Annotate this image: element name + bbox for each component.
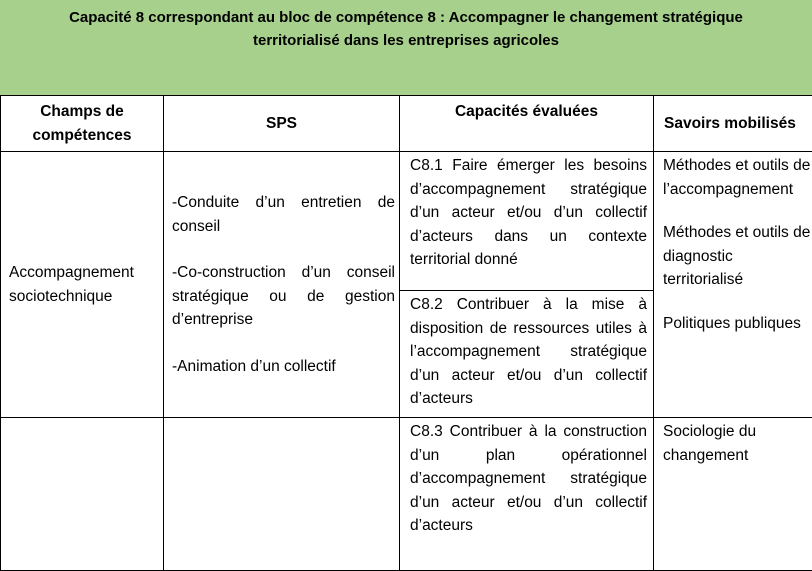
table-row	[1, 418, 812, 571]
sps-item: -Animation d’un collectif	[172, 355, 395, 379]
savoir-item: Sociologie du changement	[654, 418, 812, 571]
header-sps: SPS	[164, 96, 400, 152]
savoir-item: Méthodes et outils de l’accompagnement	[663, 154, 811, 201]
capacite-c8-2: C8.2 Contribuer à la mise à disposition de ressources utiles à l’accompagnement stratégique d’un acteur et/ou d’un collectif d’acteurs	[400, 291, 654, 418]
sps-item: -Co-construction d’un conseil stratégique ou de gestion d’entreprise	[172, 261, 395, 332]
sps-item: -Conduite d’un entretien de conseil	[172, 191, 395, 238]
savoir-item: Méthodes et outils de diagnostic territorialisé	[663, 221, 811, 292]
capacity-banner	[0, 0, 812, 95]
header-row	[1, 96, 812, 152]
capacite-c8-3: C8.3 Contribuer à la construction d’un plan opérationnel d’accompagnement stratégique d’un acteur et/ou d’un collectif d’acteurs	[400, 418, 654, 571]
sps-empty-cell	[164, 418, 400, 571]
banner-title-line2: territorialisé dans les entreprises agricoles	[40, 29, 772, 52]
banner-title-line1: Capacité 8 correspondant au bloc de compétence 8 : Accompagner le changement stratégique	[40, 6, 772, 29]
savoirs-cell	[654, 152, 812, 418]
sps-cell	[164, 152, 400, 418]
competence-table	[0, 95, 812, 571]
header-capacites: Capacités évaluées	[400, 96, 654, 152]
champs-cell: Accompagnement sociotechnique	[1, 152, 164, 418]
header-champs: Champs de compétences	[1, 96, 164, 152]
champs-empty-cell	[1, 418, 164, 571]
header-savoirs: Savoirs mobilisés	[654, 96, 812, 152]
table-row	[1, 152, 812, 291]
savoir-item: Politiques publiques	[663, 312, 811, 336]
capacite-c8-1: C8.1 Faire émerger les besoins d’accompagnement stratégique d’un acteur et/ou d’un collectif d’acteurs dans un contexte territorial donné	[400, 152, 654, 291]
